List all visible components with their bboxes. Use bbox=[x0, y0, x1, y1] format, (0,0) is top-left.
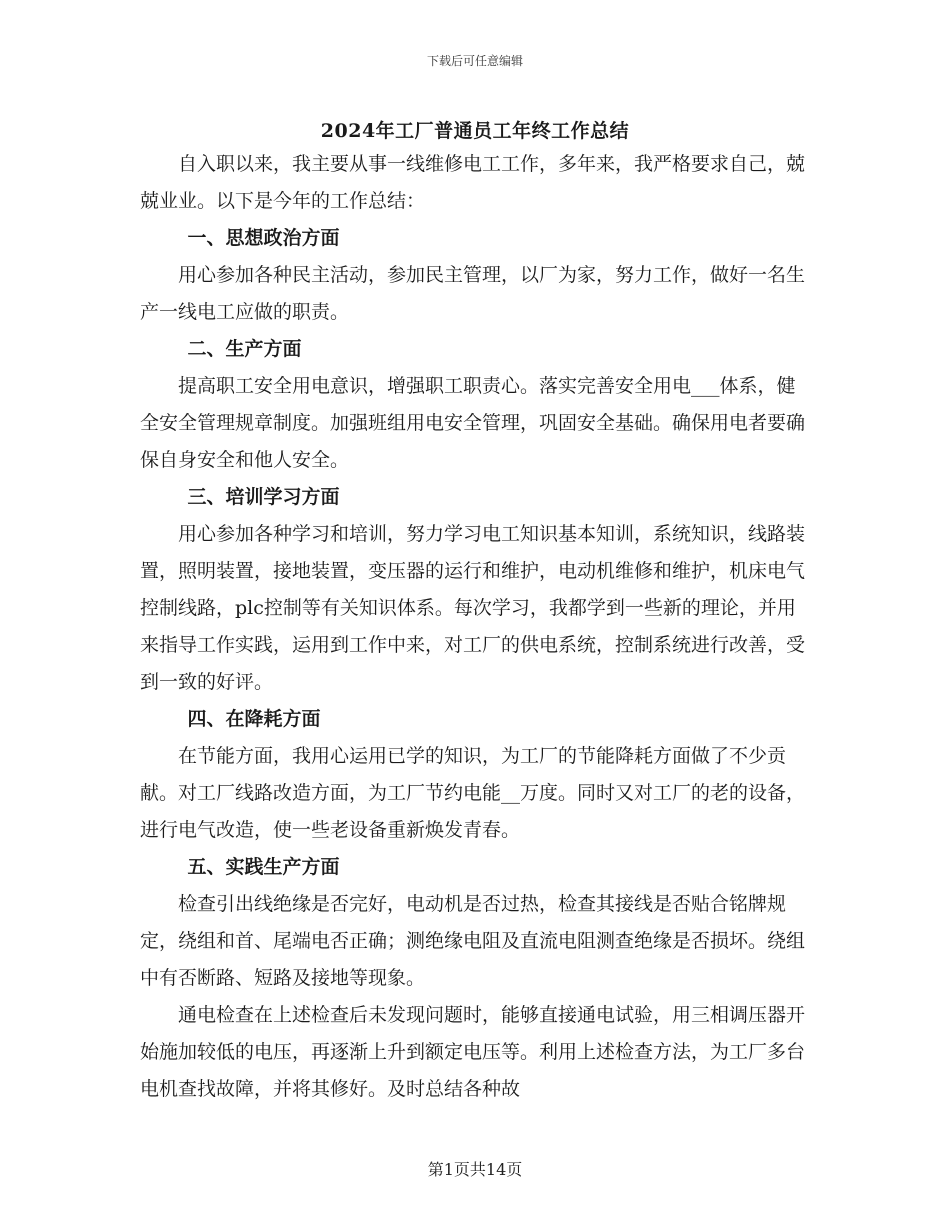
section-heading-energy-saving: 四、在降耗方面 bbox=[187, 708, 321, 730]
section-heading-politics: 一、思想政治方面 bbox=[187, 227, 340, 249]
section-heading-production: 二、生产方面 bbox=[187, 338, 302, 360]
section-paragraph-production: 提高职工安全用电意识，增强职工职责心。落实完善安全用电___体系，健全安全管理规章制度。加强班组用电安全管理，巩固安全基础。确保用电者要确保自身安全和他人安全。 bbox=[140, 375, 806, 471]
section-paragraph-training: 用心参加各种学习和培训，努力学习电工知识基本知训，系统知识，线路装置，照明装置，接地装置，变压器的运行和维护，电动机维修和维护，机床电气控制线路，plc控制等有关知识体系。每次学习，我都学到一些新的理论，并用来指导工作实践，运用到工作中来，对工厂的供电系统，控制系统进行改善，受到一致的好评。 bbox=[140, 523, 806, 693]
section-heading-practice: 五、实践生产方面 bbox=[187, 856, 340, 878]
download-editable-note: 下载后可任意编辑 bbox=[426, 54, 523, 68]
document-body bbox=[140, 146, 810, 1108]
page-number-footer: 第1页共14页 bbox=[427, 1160, 523, 1179]
section-paragraph-politics: 用心参加各种民主活动，参加民主管理，以厂为家，努力工作，做好一名生产一线电工应做的职责。 bbox=[140, 264, 806, 323]
section-paragraph-practice-2: 通电检查在上述检查后未发现问题时，能够直接通电试验，用三相调压器开始施加较低的电压，再逐渐上升到额定电压等。利用上述检查方法，为工厂多台电机查找故障，并将其修好。及时总结各种故 bbox=[140, 1004, 806, 1100]
section-paragraph-energy-saving: 在节能方面，我用心运用已学的知识，为工厂的节能降耗方面做了不少贡献。对工厂线路改造方面，为工厂节约电能__万度。同时又对工厂的老的设备，进行电气改造，使一些老设备重新焕发青春。 bbox=[140, 745, 806, 841]
section-heading-training: 三、培训学习方面 bbox=[187, 486, 340, 508]
section-paragraph-practice-1: 检查引出线绝缘是否完好，电动机是否过热，检查其接线是否贴合铭牌规定，绕组和首、尾端电否正确；测绝缘电阻及直流电阻测查绝缘是否损坏。绕组中有否断路、短路及接地等现象。 bbox=[140, 893, 806, 989]
intro-paragraph: 自入职以来，我主要从事一线维修电工工作，多年来，我严格要求自己，兢兢业业。以下是今年的工作总结： bbox=[140, 153, 806, 212]
document-title: 2024年工厂普通员工年终工作总结 bbox=[320, 120, 630, 142]
